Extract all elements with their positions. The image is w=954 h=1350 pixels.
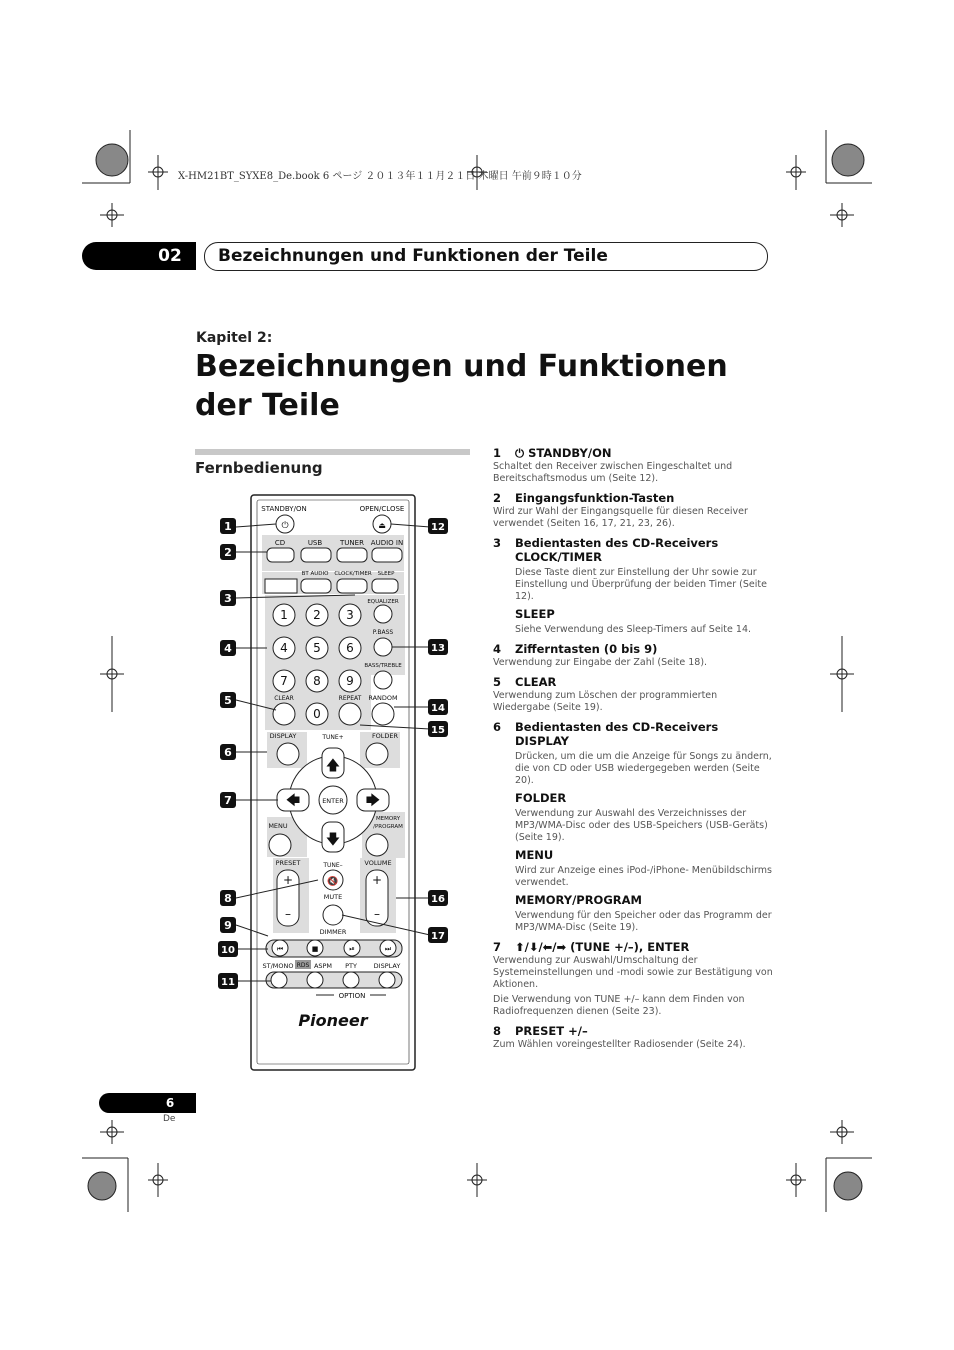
label-option: OPTION (338, 992, 366, 1000)
label-audio-in: AUDIO IN (370, 539, 404, 547)
folder-button (366, 743, 388, 765)
svg-text:⏮: ⏮ (276, 945, 284, 953)
header-title: Bezeichnungen und Funktionen der Teile (218, 246, 608, 266)
label-rds: RDS (296, 962, 310, 969)
section-title: Fernbedienung (195, 459, 323, 477)
page-tab (99, 1093, 196, 1113)
item-2: 2 Eingangsfunktion-Tasten Wird zur Wahl der Eingangsquelle für diesen Receiver verwendet (Seiten 16, 17, 21, 23, 26). (493, 491, 773, 530)
item-title: Eingangsfunktion-Tasten (515, 491, 675, 505)
display-2-button (379, 972, 395, 988)
menu-button (269, 834, 291, 856)
label-random: RANDOM (368, 694, 398, 702)
item-text-2: Die Verwendung von TUNE +/– kann dem Finden von Radiofrequenzen dienen (Seite 23). (493, 994, 745, 1017)
label-volume: VOLUME (364, 859, 392, 867)
item-title: ⏻ STANDBY/ON (515, 446, 612, 460)
callout-11: 11 (221, 977, 235, 988)
item-title: ⬆/⬇/⬅/➡ (TUNE +/–), ENTER (515, 940, 690, 954)
chapter-label: Kapitel 2: (196, 330, 273, 346)
label-preset: PRESET (275, 859, 301, 867)
svg-text:🔇: 🔇 (327, 877, 339, 887)
callout-17: 17 (431, 931, 445, 942)
print-info-line: X-HM21BT_SYXE8_De.book 6 ページ ２０１３年１１月２１日 木曜日 午前９時１０分 (178, 171, 582, 182)
label-mute: MUTE (323, 893, 343, 901)
callout-7: 7 (224, 794, 232, 807)
item-list (493, 446, 773, 1057)
chapter-title: Bezeichnungen und Funktionen der Teile (195, 349, 728, 423)
memory-program-button (366, 834, 388, 856)
preset-plus: + (282, 873, 294, 887)
volume-plus: + (371, 873, 383, 887)
label-bt-audio: BT AUDIO (301, 571, 329, 577)
digit-2: 2 (313, 608, 321, 622)
digit-6: 6 (346, 641, 354, 655)
random-button (372, 703, 394, 725)
label-tuner: TUNER (340, 539, 364, 547)
item-7: 7 ⬆/⬇/⬅/➡ (TUNE +/–), ENTER Verwendung zur Auswahl/Umschaltung der Systemeinstellungen und -modi sowie zur Bestätigung von Aktionen. Die Verwendung von TUNE +/– kann dem Finden von Radiofrequenzen dienen (Seite 23). (493, 940, 773, 1017)
digit-3: 3 (346, 608, 354, 622)
label-cd: CD (274, 539, 286, 547)
callout-13: 13 (431, 643, 445, 654)
sub-item: MEMORY/PROGRAM Verwendung für den Speicher oder das Programm der MP3/WMA-Disc (Seite 19). (515, 893, 772, 933)
label-tune-plus: TUNE+ (322, 734, 344, 741)
callout-6: 6 (224, 746, 232, 759)
callout-2: 2 (224, 546, 232, 559)
callout-3: 3 (224, 592, 232, 605)
digit-5: 5 (313, 641, 321, 655)
label-program: /PROGRAM (373, 824, 403, 830)
item-title: Bedientasten des CD-Receivers (515, 536, 719, 550)
digit-0: 0 (313, 707, 321, 721)
sub-item: SLEEP Siehe Verwendung des Sleep-Timers auf Seite 14. (515, 607, 752, 635)
pty-button (343, 972, 359, 988)
label-standby: STANDBY/ON (261, 505, 307, 513)
volume-minus: – (374, 907, 380, 921)
item-text: Verwendung zum Löschen der programmierten Wiedergabe (Seite 19). (493, 690, 718, 713)
label-bass-treble: BASS/TREBLE (364, 663, 402, 669)
digit-7: 7 (280, 674, 288, 688)
cd-button (267, 548, 294, 562)
callout-10: 10 (221, 945, 235, 956)
clear-button (273, 703, 295, 725)
audio-in-button (372, 548, 402, 562)
label-dimmer: DIMMER (319, 928, 347, 936)
sleep-button (372, 579, 398, 593)
usb-button (301, 548, 331, 562)
item-1: 1 ⏻ STANDBY/ON Schaltet den Receiver zwischen Eingeschaltet und Bereitschaftsmodus um (Seite 12). (493, 446, 773, 485)
callout-12: 12 (431, 522, 445, 533)
svg-text:⏭: ⏭ (384, 945, 392, 953)
sub-item: MENU Wird zur Anzeige eines iPod-/iPhone- Menübildschirms verwendet. (515, 848, 772, 888)
svg-text:🡄: 🡄 (285, 793, 301, 809)
callout-16: 16 (431, 894, 445, 905)
preset-minus: – (285, 907, 291, 921)
st-mono-button (271, 972, 287, 988)
sub-item: CLOCK/TIMER Diese Taste dient zur Einstellung der Uhr sowie zur Einstellung und Überprüfung der beiden Timer (Seite 12). (515, 550, 767, 602)
bt-audio-button (301, 579, 331, 593)
label-pty: PTY (345, 962, 357, 970)
equalizer-button (374, 605, 392, 623)
label-folder: FOLDER (371, 732, 399, 740)
brand-logo: Pioneer (298, 1011, 368, 1030)
item-text: Zum Wählen voreingestellter Radiosender (Seite 24). (493, 1039, 746, 1050)
item-8: 8 PRESET +/– Zum Wählen voreingestellter Radiosender (Seite 24). (493, 1024, 773, 1051)
label-open-close: OPEN/CLOSE (359, 505, 405, 513)
sub-item: FOLDER Verwendung zur Auswahl des Verzeichnisses der MP3/WMA-Disc oder des USB-Speichers (USB-Geräts) (Seite 19). (515, 791, 768, 843)
svg-text:⏻: ⏻ (281, 521, 289, 531)
item-title: Zifferntasten (0 bis 9) (515, 642, 658, 656)
digit-8: 8 (313, 674, 321, 688)
repeat-button (339, 703, 361, 725)
callout-8: 8 (224, 892, 232, 905)
item-text: Verwendung zur Eingabe der Zahl (Seite 18). (493, 657, 708, 668)
item-text: Schaltet den Receiver zwischen Eingeschaltet und Bereitschaftsmodus um (Seite 12). (493, 461, 733, 484)
section-bar (195, 449, 470, 455)
clock-timer-button (337, 579, 367, 593)
remote-control-illustration (215, 490, 455, 1080)
callout-5: 5 (224, 694, 232, 707)
svg-text:⏏: ⏏ (378, 521, 386, 530)
item-4: 4 Zifferntasten (0 bis 9) Verwendung zur Eingabe der Zahl (Seite 18). (493, 642, 773, 669)
display-button (277, 743, 299, 765)
item-title: PRESET +/– (515, 1024, 588, 1038)
label-st-mono: ST/MONO (262, 962, 294, 970)
chapter-number: 02 (158, 246, 182, 266)
label-clear: CLEAR (274, 695, 294, 702)
page-number: 6 (165, 1096, 175, 1110)
svg-text:⏯: ⏯ (349, 945, 355, 953)
page-language: De (163, 1114, 176, 1124)
label-tune-minus: TUNE– (323, 862, 343, 869)
label-equalizer: EQUALIZER (367, 599, 399, 605)
label-clock-timer: CLOCK/TIMER (334, 571, 372, 577)
label-sleep: SLEEP (377, 571, 395, 577)
label-repeat: REPEAT (338, 695, 362, 702)
callout-9: 9 (224, 919, 232, 932)
digit-4: 4 (280, 641, 288, 655)
item-title: CLEAR (515, 675, 557, 689)
label-display: DISPLAY (269, 732, 297, 740)
svg-text:■: ■ (311, 945, 319, 953)
item-text: Verwendung zur Auswahl/Umschaltung der Systemeinstellungen und -modi sowie zur Bestätigung von Aktionen. (493, 955, 773, 990)
svg-text:🡇: 🡇 (325, 832, 341, 848)
item-3: 3 Bedientasten des CD-Receivers CLOCK/TIMER Diese Taste dient zur Einstellung der Uhr sowie zur Einstellung und Überprüfung der beiden Timer (Seite 12). SLEEP Siehe Verwendung des Sleep-Timers auf Seite 14. (493, 536, 773, 636)
pbass-button (374, 638, 392, 656)
sub-item: DISPLAY Drücken, um die um die Anzeige für Songs zu ändern, die von CD oder USB wiedergegeben werden (Seite 20). (515, 734, 772, 786)
digit-9: 9 (346, 674, 354, 688)
digit-1: 1 (280, 608, 288, 622)
item-title: Bedientasten des CD-Receivers (515, 720, 719, 734)
label-aspm: ASPM (313, 962, 333, 970)
tuner-button (337, 548, 367, 562)
dimmer-button (323, 905, 343, 925)
label-display-2: DISPLAY (373, 962, 401, 970)
label-menu: MENU (268, 822, 288, 830)
callout-4: 4 (224, 642, 232, 655)
label-pbass: P.BASS (372, 629, 394, 636)
item-text: Wird zur Wahl der Eingangsquelle für diesen Receiver verwendet (Seiten 16, 17, 21, 23, 26). (493, 506, 748, 529)
item-6: 6 Bedientasten des CD-Receivers DISPLAY Drücken, um die um die Anzeige für Songs zu ändern, die von CD oder USB wiedergegeben werden (Seite 20). FOLDER Verwendung zur Auswahl des Verzeichnisses der MP3/WMA-Disc oder des USB-Speichers (USB-Geräts) (Seite 19). MENU Wird zur Anzeige eines iPod-/iPhone- Menübildschirms verwendet. MEMORY/PROGRAM Verwendung für den Speicher oder das Programm der MP3/WMA-Disc (Seite 19). (493, 720, 772, 933)
label-enter: ENTER (322, 797, 344, 805)
item-5: 5 CLEAR Verwendung zum Löschen der programmierten Wiedergabe (Seite 19). (493, 675, 773, 714)
callout-14: 14 (431, 703, 445, 714)
svg-text:🡅: 🡅 (325, 758, 341, 774)
callout-15: 15 (431, 725, 445, 736)
bass-treble-button (374, 671, 392, 689)
callout-1: 1 (224, 520, 232, 533)
svg-text:🡆: 🡆 (365, 793, 381, 809)
aspm-button (307, 972, 323, 988)
label-memory: MEMORY (375, 816, 401, 822)
label-usb: USB (307, 539, 323, 547)
